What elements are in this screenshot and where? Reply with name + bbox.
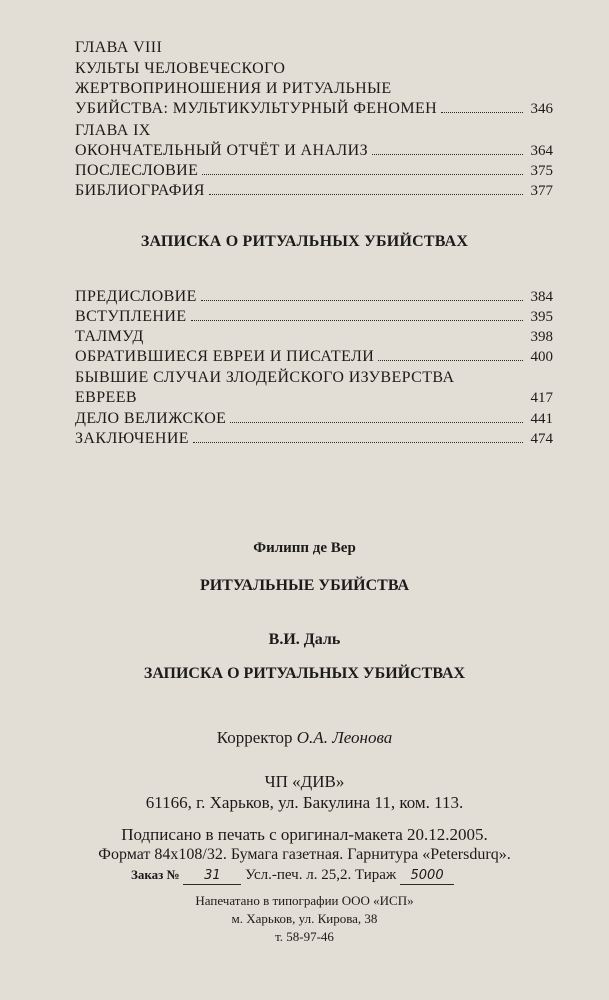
- toc-entry-bibliography: [75, 181, 553, 201]
- afterword-title: ПОСЛЕСЛОВИЕ: [75, 162, 199, 179]
- toc-entry: [75, 327, 553, 347]
- toc-entry: [75, 307, 553, 327]
- print-sheets: Усл.-печ. л. 25,2. Тираж: [245, 867, 397, 883]
- corrector-line: [0, 728, 609, 748]
- toc-entry-chapter8: [75, 99, 553, 119]
- leader-dots: [141, 388, 523, 401]
- print-address: м. Харьков, ул. Кирова, 38: [231, 911, 378, 926]
- toc-entry-label: ДЕЛО ВЕЛИЖСКОЕ: [75, 410, 227, 427]
- corrector-label: Корректор: [216, 728, 293, 747]
- publisher-address: 61166, г. Харьков, ул. Бакулина 11, ком. 113.: [145, 793, 464, 812]
- chapter9-label: ГЛАВА IX: [75, 122, 151, 139]
- print-phone: т. 58-97-46: [275, 929, 334, 944]
- chapter8-label: ГЛАВА VIII: [75, 39, 163, 56]
- author2: В.И. Даль: [268, 631, 341, 648]
- order-label: Заказ №: [130, 867, 180, 882]
- toc-entry: [75, 287, 553, 307]
- leader-dots: [202, 161, 523, 175]
- toc-entry-label: ОБРАТИВШИЕСЯ ЕВРЕИ И ПИСАТЕЛИ: [75, 348, 375, 365]
- toc-entry: [75, 388, 553, 408]
- leader-dots: [441, 99, 523, 113]
- toc-entry: [75, 347, 553, 367]
- corrector-name: О.А. Леонова: [296, 728, 393, 747]
- order-number-field: [183, 867, 241, 885]
- leader-dots: [193, 429, 523, 443]
- leader-dots: [209, 181, 523, 195]
- page-number: 384: [530, 289, 553, 305]
- toc-entry-label: ТАЛМУД: [75, 328, 144, 345]
- bibliography-title: БИБЛИОГРАФИЯ: [75, 182, 205, 199]
- chapter8-title-line2: ЖЕРТВОПРИНОШЕНИЯ И РИТУАЛЬНЫЕ: [75, 80, 392, 97]
- page-number: 400: [530, 349, 553, 365]
- title1: РИТУАЛЬНЫЕ УБИЙСТВА: [199, 577, 410, 594]
- format-line: Формат 84х108/32. Бумага газетная. Гарнитура «Petersdurq».: [98, 846, 511, 863]
- page-number: 346: [530, 101, 553, 117]
- leader-dots: [230, 409, 523, 423]
- page-number: 395: [530, 309, 553, 325]
- toc-entry-label: ВСТУПЛЕНИЕ: [75, 308, 187, 325]
- toc-entry-label: ЗАКЛЮЧЕНИЕ: [75, 430, 189, 447]
- toc-entry-chapter9: [75, 141, 553, 161]
- page-number: 441: [530, 411, 553, 427]
- toc-entry-label: ЕВРЕЕВ: [75, 389, 137, 406]
- page-number: 377: [530, 183, 553, 199]
- toc-entry: [75, 429, 553, 449]
- chapter8-title-line3: УБИЙСТВА: МУЛЬТИКУЛЬТУРНЫЙ ФЕНОМЕН: [75, 100, 438, 117]
- leader-dots: [378, 347, 523, 361]
- printed-at: Напечатано в типографии ООО «ИСП»: [195, 893, 414, 908]
- chapter9-title: ОКОНЧАТЕЛЬНЫЙ ОТЧЁТ И АНАЛИЗ: [75, 142, 369, 159]
- author1: Филипп де Вер: [253, 540, 356, 556]
- leader-dots: [201, 287, 523, 301]
- page-number: 364: [530, 143, 553, 159]
- page-number: 417: [530, 390, 553, 406]
- leader-dots: [191, 307, 523, 321]
- section2-heading: ЗАПИСКА О РИТУАЛЬНЫХ УБИЙСТВАХ: [140, 233, 469, 250]
- toc-entry-label-line1: БЫВШИЕ СЛУЧАИ ЗЛОДЕЙСКОГО ИЗУВЕРСТВА: [75, 369, 455, 386]
- page-number: 398: [530, 329, 553, 345]
- print-run: 5000: [410, 868, 444, 883]
- order-line: [0, 867, 597, 885]
- leader-dots: [148, 327, 523, 340]
- toc-entry-label: ПРЕДИСЛОВИЕ: [75, 288, 197, 305]
- toc-entry: [75, 409, 553, 429]
- page-number: 375: [530, 163, 553, 179]
- title2: ЗАПИСКА О РИТУАЛЬНЫХ УБИЙСТВАХ: [143, 665, 466, 682]
- print-run-field: [400, 867, 454, 885]
- publisher: ЧП «ДИВ»: [264, 772, 345, 791]
- signed-to-print: Подписано в печать с оригинал-макета 20.12.2005.: [121, 825, 488, 844]
- leader-dots: [372, 141, 523, 155]
- toc-entry-afterword: [75, 161, 553, 181]
- order-number: 31: [204, 868, 221, 883]
- chapter8-title-line1: КУЛЬТЫ ЧЕЛОВЕЧЕСКОГО: [75, 60, 286, 77]
- page-number: 474: [530, 431, 553, 447]
